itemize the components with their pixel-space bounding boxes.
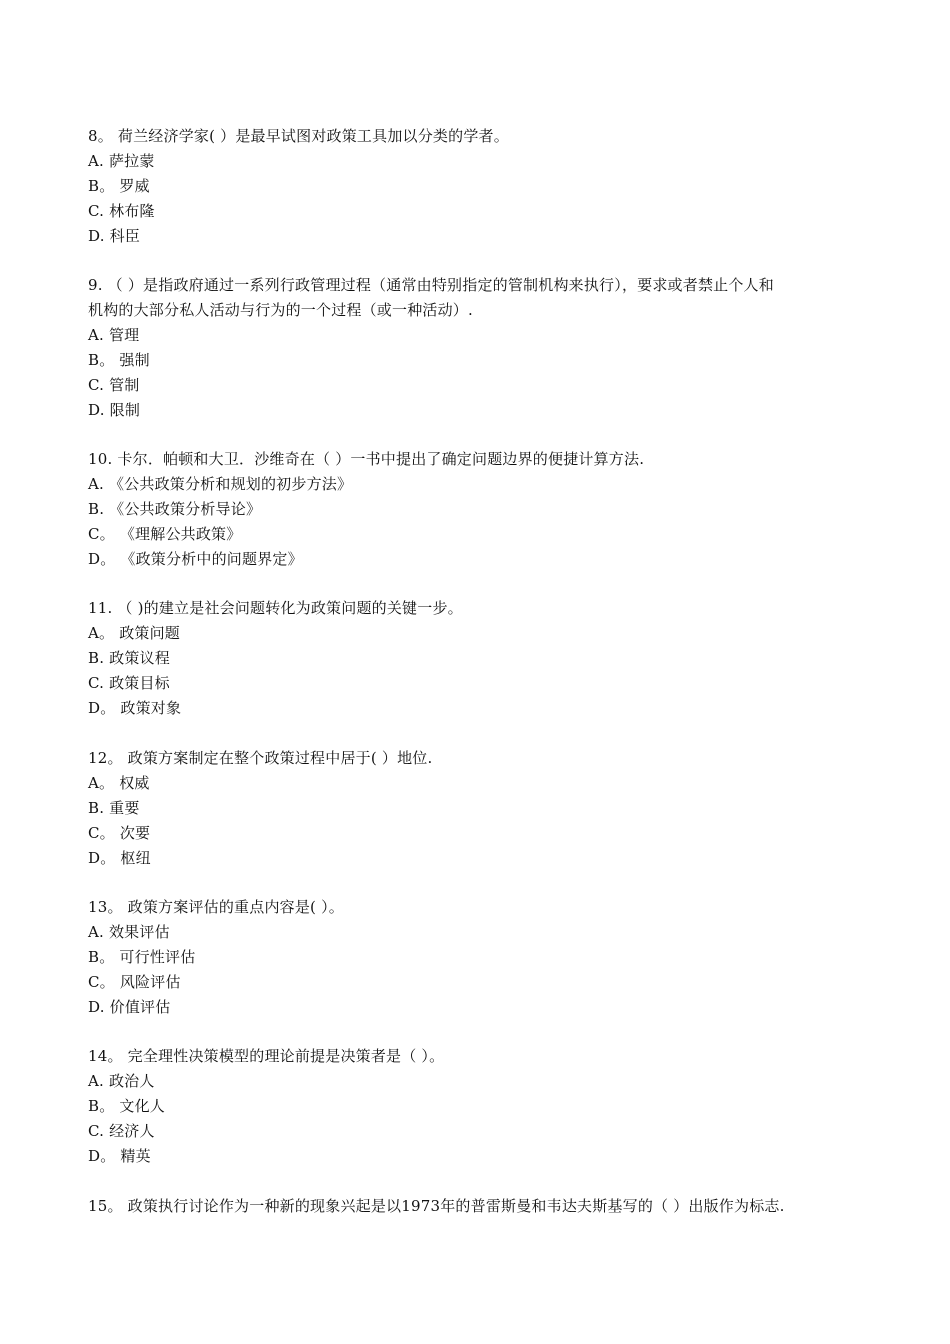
option-c: C。 风险评估: [88, 973, 181, 991]
option-c: C. 林布隆: [88, 202, 155, 220]
option-d: D。 《政策分析中的问题界定》: [88, 550, 303, 568]
option-b: B。 文化人: [88, 1097, 165, 1115]
question-9: [88, 273, 868, 423]
option-c: C. 管制: [88, 376, 140, 394]
question-10: [88, 447, 868, 572]
question-stem-line-1: 9. （ ）是指政府通过一系列行政管理过程（通常由特别指定的管制机构来执行），要求或者禁止个人和: [88, 276, 774, 294]
option-a: A。 政策问题: [88, 624, 181, 642]
question-12: [88, 746, 868, 871]
option-d: D。 精英: [88, 1147, 151, 1165]
option-b: B. 《公共政策分析导论》: [88, 500, 262, 518]
option-c: C。 《理解公共政策》: [88, 525, 242, 543]
question-stem: 11. （ )的建立是社会问题转化为政策问题的关键一步。: [88, 599, 463, 617]
option-c: C. 经济人: [88, 1122, 155, 1140]
question-stem: 13。 政策方案评估的重点内容是( ）。: [88, 898, 344, 916]
question-13: [88, 895, 868, 1020]
question-11: [88, 596, 868, 721]
option-d: D. 限制: [88, 401, 141, 419]
question-stem: 15。 政策执行讨论作为一种新的现象兴起是以1973年的普雷斯曼和韦达夫斯基写的（ ）出版作为标志.: [88, 1197, 785, 1215]
question-8: [88, 124, 868, 249]
question-15: [88, 1194, 868, 1219]
question-stem: 12。 政策方案制定在整个政策过程中居于( ）地位.: [88, 749, 433, 767]
option-b: B。 罗威: [88, 177, 150, 195]
option-b: B。 可行性评估: [88, 948, 196, 966]
option-a: A。 权威: [88, 774, 150, 792]
option-b: B. 政策议程: [88, 649, 170, 667]
question-14: [88, 1044, 868, 1169]
question-stem: 10. 卡尔．帕顿和大卫．沙维奇在（ ）一书中提出了确定问题边界的便捷计算方法.: [88, 450, 645, 468]
option-a: A. 《公共政策分析和规划的初步方法》: [88, 475, 353, 493]
option-d: D. 科臣: [88, 227, 141, 245]
option-c: C。 次要: [88, 824, 151, 842]
option-a: A. 管理: [88, 326, 140, 344]
question-stem: 8。 荷兰经济学家( ）是最早试图对政策工具加以分类的学者。: [88, 127, 509, 145]
option-a: A. 萨拉蒙: [88, 152, 155, 170]
option-b: B。 强制: [88, 351, 150, 369]
option-d: D. 价值评估: [88, 998, 171, 1016]
question-stem: 14。 完全理性决策模型的理论前提是决策者是（ ）。: [88, 1047, 445, 1065]
option-d: D。 政策对象: [88, 699, 182, 717]
option-a: A. 政治人: [88, 1072, 155, 1090]
option-a: A. 效果评估: [88, 923, 170, 941]
option-d: D。 枢纽: [88, 849, 151, 867]
option-b: B. 重要: [88, 799, 140, 817]
option-c: C. 政策目标: [88, 674, 170, 692]
question-stem-line-2: 机构的大部分私人活动与行为的一个过程（或一种活动）.: [88, 301, 473, 319]
